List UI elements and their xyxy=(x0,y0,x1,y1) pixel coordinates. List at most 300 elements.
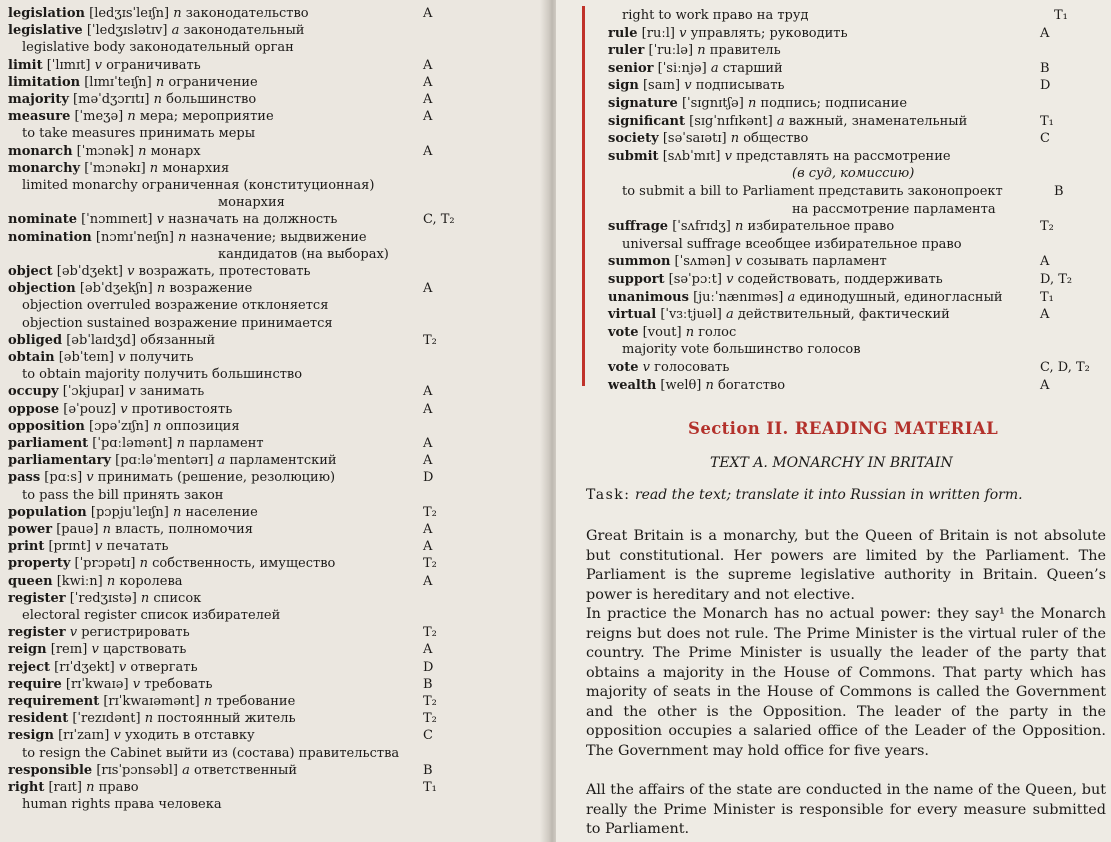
lesson-code: A xyxy=(423,573,433,589)
lesson-code: C xyxy=(423,728,433,744)
glossary-entry xyxy=(608,289,1111,307)
lesson-code: D xyxy=(1040,78,1051,94)
translation: назначение; выдвижение xyxy=(190,229,367,245)
glossary-entry xyxy=(608,77,1111,95)
entry-text: to obtain majority получить большинство xyxy=(22,367,303,383)
transcription: [ˈɔkjupaɪ] xyxy=(62,384,125,400)
lesson-code: A xyxy=(423,401,433,417)
glossary-entry xyxy=(8,418,548,436)
transcription: [ˈsiːnjə] xyxy=(657,60,707,76)
part-of-speech: a xyxy=(726,307,734,323)
translation: важный, знаменательный xyxy=(788,113,968,129)
headword: resign xyxy=(8,728,54,744)
glossary-subentry xyxy=(22,297,548,315)
entry-text: objection sustained возражение принимается xyxy=(22,315,333,331)
entry-text: (в суд, комиссию) xyxy=(792,166,915,182)
part-of-speech: n xyxy=(127,109,136,125)
entry-text: to pass the bill принять закон xyxy=(22,487,224,503)
lesson-code: A xyxy=(423,436,433,451)
translation: избирательное право xyxy=(747,219,895,235)
translation: требование xyxy=(216,694,296,709)
glossary-entry xyxy=(8,22,548,40)
part-of-speech: n xyxy=(144,711,154,727)
headword: unanimous xyxy=(608,289,689,305)
translation: представлять на рассмотрение xyxy=(736,148,951,164)
lesson-code: T₁ xyxy=(1054,8,1068,23)
glossary-subentry xyxy=(22,39,548,57)
part-of-speech: n xyxy=(685,324,695,340)
translation: действительный, фактический xyxy=(737,307,950,323)
translation: ответственный xyxy=(194,762,298,778)
headword: reject xyxy=(8,659,51,675)
entry-text: to resign the Cabinet выйти из (состава) правительства xyxy=(22,745,400,761)
glossary-entry xyxy=(8,762,548,780)
transcription: [nɔmɪˈneɪʃn] xyxy=(95,229,174,245)
headword: objection xyxy=(8,281,76,297)
transcription: [rɪˈkwaɪə] xyxy=(65,676,129,692)
translation: список xyxy=(153,590,202,606)
glossary-entry xyxy=(8,74,548,92)
translation: монархия xyxy=(162,160,230,176)
headword: measure xyxy=(8,109,71,125)
headword: nominate xyxy=(8,212,77,228)
translation: мера; мероприятие xyxy=(139,109,274,125)
translation: печатать xyxy=(106,539,169,555)
glossary-entry xyxy=(608,25,1111,43)
transcription: [juːˈnænɪməs] xyxy=(693,289,784,305)
headword: require xyxy=(8,676,62,692)
translation: принимать (решение, резолюцию) xyxy=(97,470,336,486)
headword: limit xyxy=(8,57,43,73)
translation: голосовать xyxy=(654,360,730,375)
entry-text: limited monarchy ограниченная (конституционная) xyxy=(22,178,375,193)
part-of-speech: n xyxy=(86,780,95,795)
headword: majority xyxy=(8,92,69,107)
paragraph-3: All the affairs of the state are conducted in the name of the Queen, but really the Prime Minister is responsible for every measure submitted to Parliament. xyxy=(586,782,1106,837)
part-of-speech: v xyxy=(118,659,127,675)
glossary-entry xyxy=(8,57,548,75)
translation: противостоять xyxy=(131,401,233,417)
headword: right xyxy=(8,780,45,795)
part-of-speech: v xyxy=(94,57,102,73)
translation: ограничивать xyxy=(106,57,201,73)
glossary-subentry xyxy=(22,125,548,143)
translation: голос xyxy=(698,324,737,340)
glossary-entry xyxy=(8,143,548,161)
lesson-code: T₂ xyxy=(423,694,437,709)
transcription: [rɪˈdʒekt] xyxy=(54,659,115,675)
lesson-code: B xyxy=(1040,60,1050,76)
translation: получить xyxy=(129,350,194,365)
glossary-entry xyxy=(8,624,548,642)
translation: королева xyxy=(119,573,183,589)
glossary-subentry xyxy=(622,236,1111,254)
translation: монарх xyxy=(150,143,201,159)
transcription: [ruːl] xyxy=(641,25,675,41)
transcription: [ˈsʌmən] xyxy=(674,254,731,270)
entry-text: на рассмотрение парламента xyxy=(792,201,996,217)
lesson-code: T₁ xyxy=(1040,289,1054,305)
headword: nomination xyxy=(8,229,92,245)
lesson-code: T₁ xyxy=(1040,113,1054,129)
part-of-speech: n xyxy=(156,281,166,297)
lesson-code: A xyxy=(423,6,433,21)
translation: богатство xyxy=(718,377,786,393)
transcription: [lɪmɪˈteɪʃn] xyxy=(84,74,152,90)
translation: население xyxy=(185,504,258,520)
headword: power xyxy=(8,522,53,537)
glossary-entry xyxy=(8,659,548,677)
headword: register xyxy=(8,590,66,606)
part-of-speech: v xyxy=(120,401,128,417)
part-of-speech: n xyxy=(173,6,182,21)
transcription: [ˈledʒɪslətɪv] xyxy=(86,23,168,39)
transcription: [kwiːn] xyxy=(56,573,103,589)
glossary-entry xyxy=(8,229,548,247)
glossary-subentry xyxy=(22,315,548,333)
glossary-subentry xyxy=(22,366,548,384)
transcription: [ˈpɑːləmənt] xyxy=(92,436,173,451)
headword: reign xyxy=(8,642,47,658)
transcription: [ˈruːlə] xyxy=(648,43,694,59)
part-of-speech: n xyxy=(705,377,714,393)
glossary-subentry xyxy=(22,796,548,814)
lesson-code: A xyxy=(423,92,433,107)
glossary-entry xyxy=(8,727,548,745)
paragraph-1: Great Britain is a monarchy, but the Queen of Britain is not absolute but constitutional. Her powers are limited by the Parliament. The Parliament is the supreme legislative authority in Britain. Queen’s power is hereditary and not elective. xyxy=(586,528,1106,603)
entry-text: to submit a bill to Parliament представить законопроект xyxy=(622,184,1003,199)
transcription: [pɑːləˈmentərɪ] xyxy=(115,453,214,469)
entry-text: electoral register список избирателей xyxy=(22,608,281,623)
headword: virtual xyxy=(608,307,657,323)
glossary-entry xyxy=(608,324,1111,342)
transcription: [pɔpjuˈleɪʃn] xyxy=(90,504,169,520)
part-of-speech: v xyxy=(113,728,121,744)
glossary-entry xyxy=(608,359,1111,377)
translation: содействовать, поддерживать xyxy=(737,272,943,287)
part-of-speech: v xyxy=(724,148,732,164)
headword: responsible xyxy=(8,762,93,778)
transcription: [məˈdʒɔrɪtɪ] xyxy=(73,92,150,107)
glossary-entry xyxy=(8,280,548,298)
lesson-code: B xyxy=(1054,184,1064,199)
part-of-speech: n xyxy=(106,573,116,589)
text-title: TEXT A. MONARCHY IN BRITAIN xyxy=(710,455,953,471)
part-of-speech: n xyxy=(747,96,757,111)
part-of-speech: a xyxy=(710,60,719,76)
transcription: [ˈnɔmɪneɪt] xyxy=(81,212,153,228)
transcription: [ˈmɔnək] xyxy=(76,143,134,159)
glossary-entry xyxy=(8,504,548,522)
translation: общество xyxy=(743,131,809,147)
transcription: [rɪˈzaɪn] xyxy=(58,728,110,744)
glossary-subentry xyxy=(218,194,548,212)
translation: старший xyxy=(722,60,783,76)
translation: парламент xyxy=(189,436,264,451)
glossary-entry xyxy=(608,253,1111,271)
left-page xyxy=(0,0,548,842)
glossary-entry xyxy=(608,271,1111,289)
translation: собственность, имущество xyxy=(152,556,336,572)
part-of-speech: n xyxy=(102,522,112,537)
part-of-speech: v xyxy=(118,350,126,365)
glossary-entry xyxy=(8,590,548,608)
transcription: [welθ] xyxy=(660,377,702,393)
glossary-entry xyxy=(8,263,548,281)
lesson-code: A xyxy=(423,384,433,400)
part-of-speech: n xyxy=(155,74,165,90)
transcription: [əˈpouz] xyxy=(63,401,117,417)
part-of-speech: v xyxy=(69,625,78,641)
transcription: [sɪgˈnɪfɪkənt] xyxy=(689,113,773,129)
translation: власть, полномочия xyxy=(115,522,253,537)
glossary-entry xyxy=(8,160,548,178)
glossary-entry xyxy=(8,641,548,659)
transcription: [əbˈdʒekʃn] xyxy=(79,281,153,297)
translation: возражать, протестовать xyxy=(138,264,311,279)
part-of-speech: n xyxy=(153,92,162,107)
lesson-code: A xyxy=(423,74,433,90)
part-of-speech: v xyxy=(679,25,687,41)
transcription: [pauə] xyxy=(56,522,99,537)
headword: population xyxy=(8,504,87,520)
transcription: [ˈrezɪdənt] xyxy=(72,711,141,727)
entry-text: majority vote большинство голосов xyxy=(622,342,861,358)
glossary-entry xyxy=(8,521,548,539)
part-of-speech: v xyxy=(726,272,734,287)
transcription: [ˈsɪgnɪtʃə] xyxy=(681,96,744,111)
part-of-speech: a xyxy=(217,453,226,469)
headword: oppose xyxy=(8,401,60,417)
headword: print xyxy=(8,539,45,555)
translation: царствовать xyxy=(102,642,187,658)
section-title: Section II. READING MATERIAL xyxy=(688,419,999,438)
transcription: [raɪt] xyxy=(48,780,82,795)
part-of-speech: n xyxy=(139,556,148,572)
glossary-entry xyxy=(8,452,548,470)
part-of-speech: v xyxy=(95,539,103,555)
glossary-entry xyxy=(8,779,548,797)
part-of-speech: n xyxy=(176,436,186,451)
headword: suffrage xyxy=(608,219,669,235)
translation: постоянный житель xyxy=(157,711,296,727)
glossary-subentry xyxy=(22,177,548,195)
lesson-code: A xyxy=(1040,377,1050,393)
translation: обязанный xyxy=(140,332,216,348)
part-of-speech: n xyxy=(140,590,150,606)
transcription: [sʌbˈmɪt] xyxy=(662,148,721,164)
headword: vote xyxy=(608,360,639,375)
translation: отвергать xyxy=(130,659,198,675)
lesson-code: T₂ xyxy=(423,711,437,727)
transcription: [ˈprɔpətɪ] xyxy=(74,556,136,572)
lesson-code: A xyxy=(423,109,433,125)
glossary-entry xyxy=(8,710,548,728)
glossary-entry xyxy=(8,538,548,556)
task-label: Task: xyxy=(586,487,631,503)
translation: возражение xyxy=(169,281,253,297)
transcription: [ˈredʒɪstə] xyxy=(69,590,137,606)
transcription: [əbˈdʒekt] xyxy=(56,264,123,279)
transcription: [ɔpəˈzɪʃn] xyxy=(89,418,149,434)
part-of-speech: n xyxy=(734,219,744,235)
headword: vote xyxy=(608,324,639,340)
transcription: [reɪn] xyxy=(50,642,88,658)
headword: society xyxy=(608,131,659,147)
part-of-speech: n xyxy=(138,143,147,159)
translation: уходить в отставку xyxy=(124,728,255,744)
translation: большинство xyxy=(166,92,257,107)
glossary-entry xyxy=(608,130,1111,148)
headword: obliged xyxy=(8,332,63,348)
lesson-code: D, T₂ xyxy=(1040,272,1073,287)
headword: resident xyxy=(8,711,69,727)
glossary-subentry xyxy=(218,246,548,264)
glossary-entry xyxy=(8,555,548,573)
paragraph-2: In practice the Monarch has no actual power: they say¹ the Monarch reigns but does not rule. The Prime Minister is the virtual ruler of the country. The Prime Minister is usually the leader of the party that obtains a majority in the House of Commons. That party which has majority of seats in the House of Commons is called the Government and the other is the Opposition. The leader of the party in the opposition occupies a salaried office of the Leader of the Opposition. The Government may hold office for five years. xyxy=(586,606,1106,759)
translation: регистрировать xyxy=(81,625,190,641)
part-of-speech: n xyxy=(153,418,162,434)
headword: monarchy xyxy=(8,160,81,176)
transcription: [ˈmeʒə] xyxy=(74,109,124,125)
lesson-code: T₂ xyxy=(423,556,437,572)
transcription: [ˈsʌfrɪdʒ] xyxy=(672,219,731,235)
headword: legislative xyxy=(8,23,83,39)
lesson-code: T₂ xyxy=(423,332,437,348)
part-of-speech: v xyxy=(132,676,141,692)
entry-text: legislative body законодательный орган xyxy=(22,40,294,56)
transcription: [əbˈlaɪdʒd] xyxy=(66,332,137,348)
headword: monarch xyxy=(8,143,73,159)
glossary-subentry xyxy=(22,607,548,625)
glossary-entry xyxy=(608,218,1111,236)
translation: единодушный, единогласный xyxy=(799,289,1003,305)
transcription: [ˈvɜːtjuəl] xyxy=(660,307,722,323)
transcription: [əbˈteɪn] xyxy=(58,350,114,365)
entry-text: to take measures принимать меры xyxy=(22,126,256,142)
glossary-entry xyxy=(8,349,548,367)
headword: signature xyxy=(608,96,678,111)
part-of-speech: v xyxy=(127,264,135,279)
translation: ограничение xyxy=(168,74,258,90)
headword: property xyxy=(8,556,71,572)
headword: register xyxy=(8,625,66,641)
headword: object xyxy=(8,264,53,279)
transcription: [səˈsaɪətɪ] xyxy=(662,131,727,147)
transcription: [rɪsˈpɔnsəbl] xyxy=(96,762,178,778)
lesson-code: A xyxy=(423,539,433,555)
part-of-speech: v xyxy=(128,384,136,400)
part-of-speech: n xyxy=(149,160,159,176)
glossary-subentry xyxy=(22,487,548,505)
glossary-subentry xyxy=(622,183,1111,201)
translation: созывать парламент xyxy=(746,254,887,270)
glossary-entry xyxy=(608,148,1111,166)
glossary-entry xyxy=(8,332,548,350)
translation: назначать на должность xyxy=(168,212,338,228)
glossary-subentry xyxy=(22,745,548,763)
entry-text: objection overruled возражение отклоняется xyxy=(22,298,329,314)
glossary-entry xyxy=(608,377,1111,395)
part-of-speech: n xyxy=(203,694,213,709)
translation: право xyxy=(98,780,139,795)
translation: законодательство xyxy=(185,6,309,21)
lesson-code: B xyxy=(423,762,433,778)
headword: opposition xyxy=(8,418,85,434)
task-text: read the text; translate it into Russian in written form. xyxy=(634,487,1023,503)
lesson-code: T₂ xyxy=(423,625,437,641)
translation: правитель xyxy=(709,43,781,59)
translation: управлять; руководить xyxy=(690,25,848,41)
glossary-entry xyxy=(608,95,1111,113)
lesson-code: A xyxy=(423,143,433,159)
headword: rule xyxy=(608,25,638,41)
lesson-code: B xyxy=(423,676,433,692)
glossary-subentry xyxy=(622,341,1111,359)
glossary-entry xyxy=(8,211,548,229)
headword: ruler xyxy=(608,43,645,59)
part-of-speech: a xyxy=(182,762,190,778)
part-of-speech: v xyxy=(734,254,743,270)
headword: legislation xyxy=(8,6,85,21)
glossary-entry xyxy=(8,401,548,419)
lesson-code: A xyxy=(423,57,433,73)
lesson-code: A xyxy=(423,281,433,297)
glossary-entry xyxy=(608,42,1111,60)
glossary-entry xyxy=(8,693,548,711)
glossary-entry xyxy=(8,91,548,109)
transcription: [vout] xyxy=(642,324,682,340)
headword: wealth xyxy=(608,377,657,393)
glossary-entry xyxy=(8,108,548,126)
headword: parliamentary xyxy=(8,453,111,469)
headword: submit xyxy=(608,148,659,164)
headword: obtain xyxy=(8,350,55,365)
glossary-subentry xyxy=(792,201,1111,219)
lesson-code: A xyxy=(423,642,433,658)
lesson-code: T₂ xyxy=(423,504,437,520)
translation: подпись; подписание xyxy=(760,96,908,111)
transcription: [prɪnt] xyxy=(48,539,91,555)
lesson-code: C xyxy=(1040,131,1050,147)
transcription: [saɪn] xyxy=(642,78,681,94)
part-of-speech: n xyxy=(730,131,740,147)
translation: занимать xyxy=(139,384,205,400)
translation: требовать xyxy=(144,676,213,692)
glossary-entry xyxy=(608,113,1111,131)
glossary-subentry xyxy=(792,165,1111,183)
headword: senior xyxy=(608,60,654,76)
glossary-subentry xyxy=(622,7,1111,25)
glossary-entry xyxy=(8,676,548,694)
glossary-entry xyxy=(8,469,548,487)
lesson-code: A xyxy=(1040,307,1050,323)
headword: requirement xyxy=(8,694,100,709)
part-of-speech: a xyxy=(776,113,785,129)
transcription: [rɪˈkwaɪəmənt] xyxy=(103,694,200,709)
lesson-code: A xyxy=(1040,25,1050,41)
transcription: [ledʒɪsˈleɪʃn] xyxy=(89,6,170,21)
transcription: [ˈmɔnəkɪ] xyxy=(84,160,146,176)
headword: parliament xyxy=(8,436,89,451)
part-of-speech: v xyxy=(642,360,651,375)
entry-text: кандидатов (на выборах) xyxy=(218,246,389,262)
right-page xyxy=(556,0,1111,842)
glossary-entry xyxy=(8,5,548,23)
glossary-entry xyxy=(608,306,1111,324)
glossary-entry xyxy=(608,60,1111,78)
translation: парламентский xyxy=(229,453,337,469)
